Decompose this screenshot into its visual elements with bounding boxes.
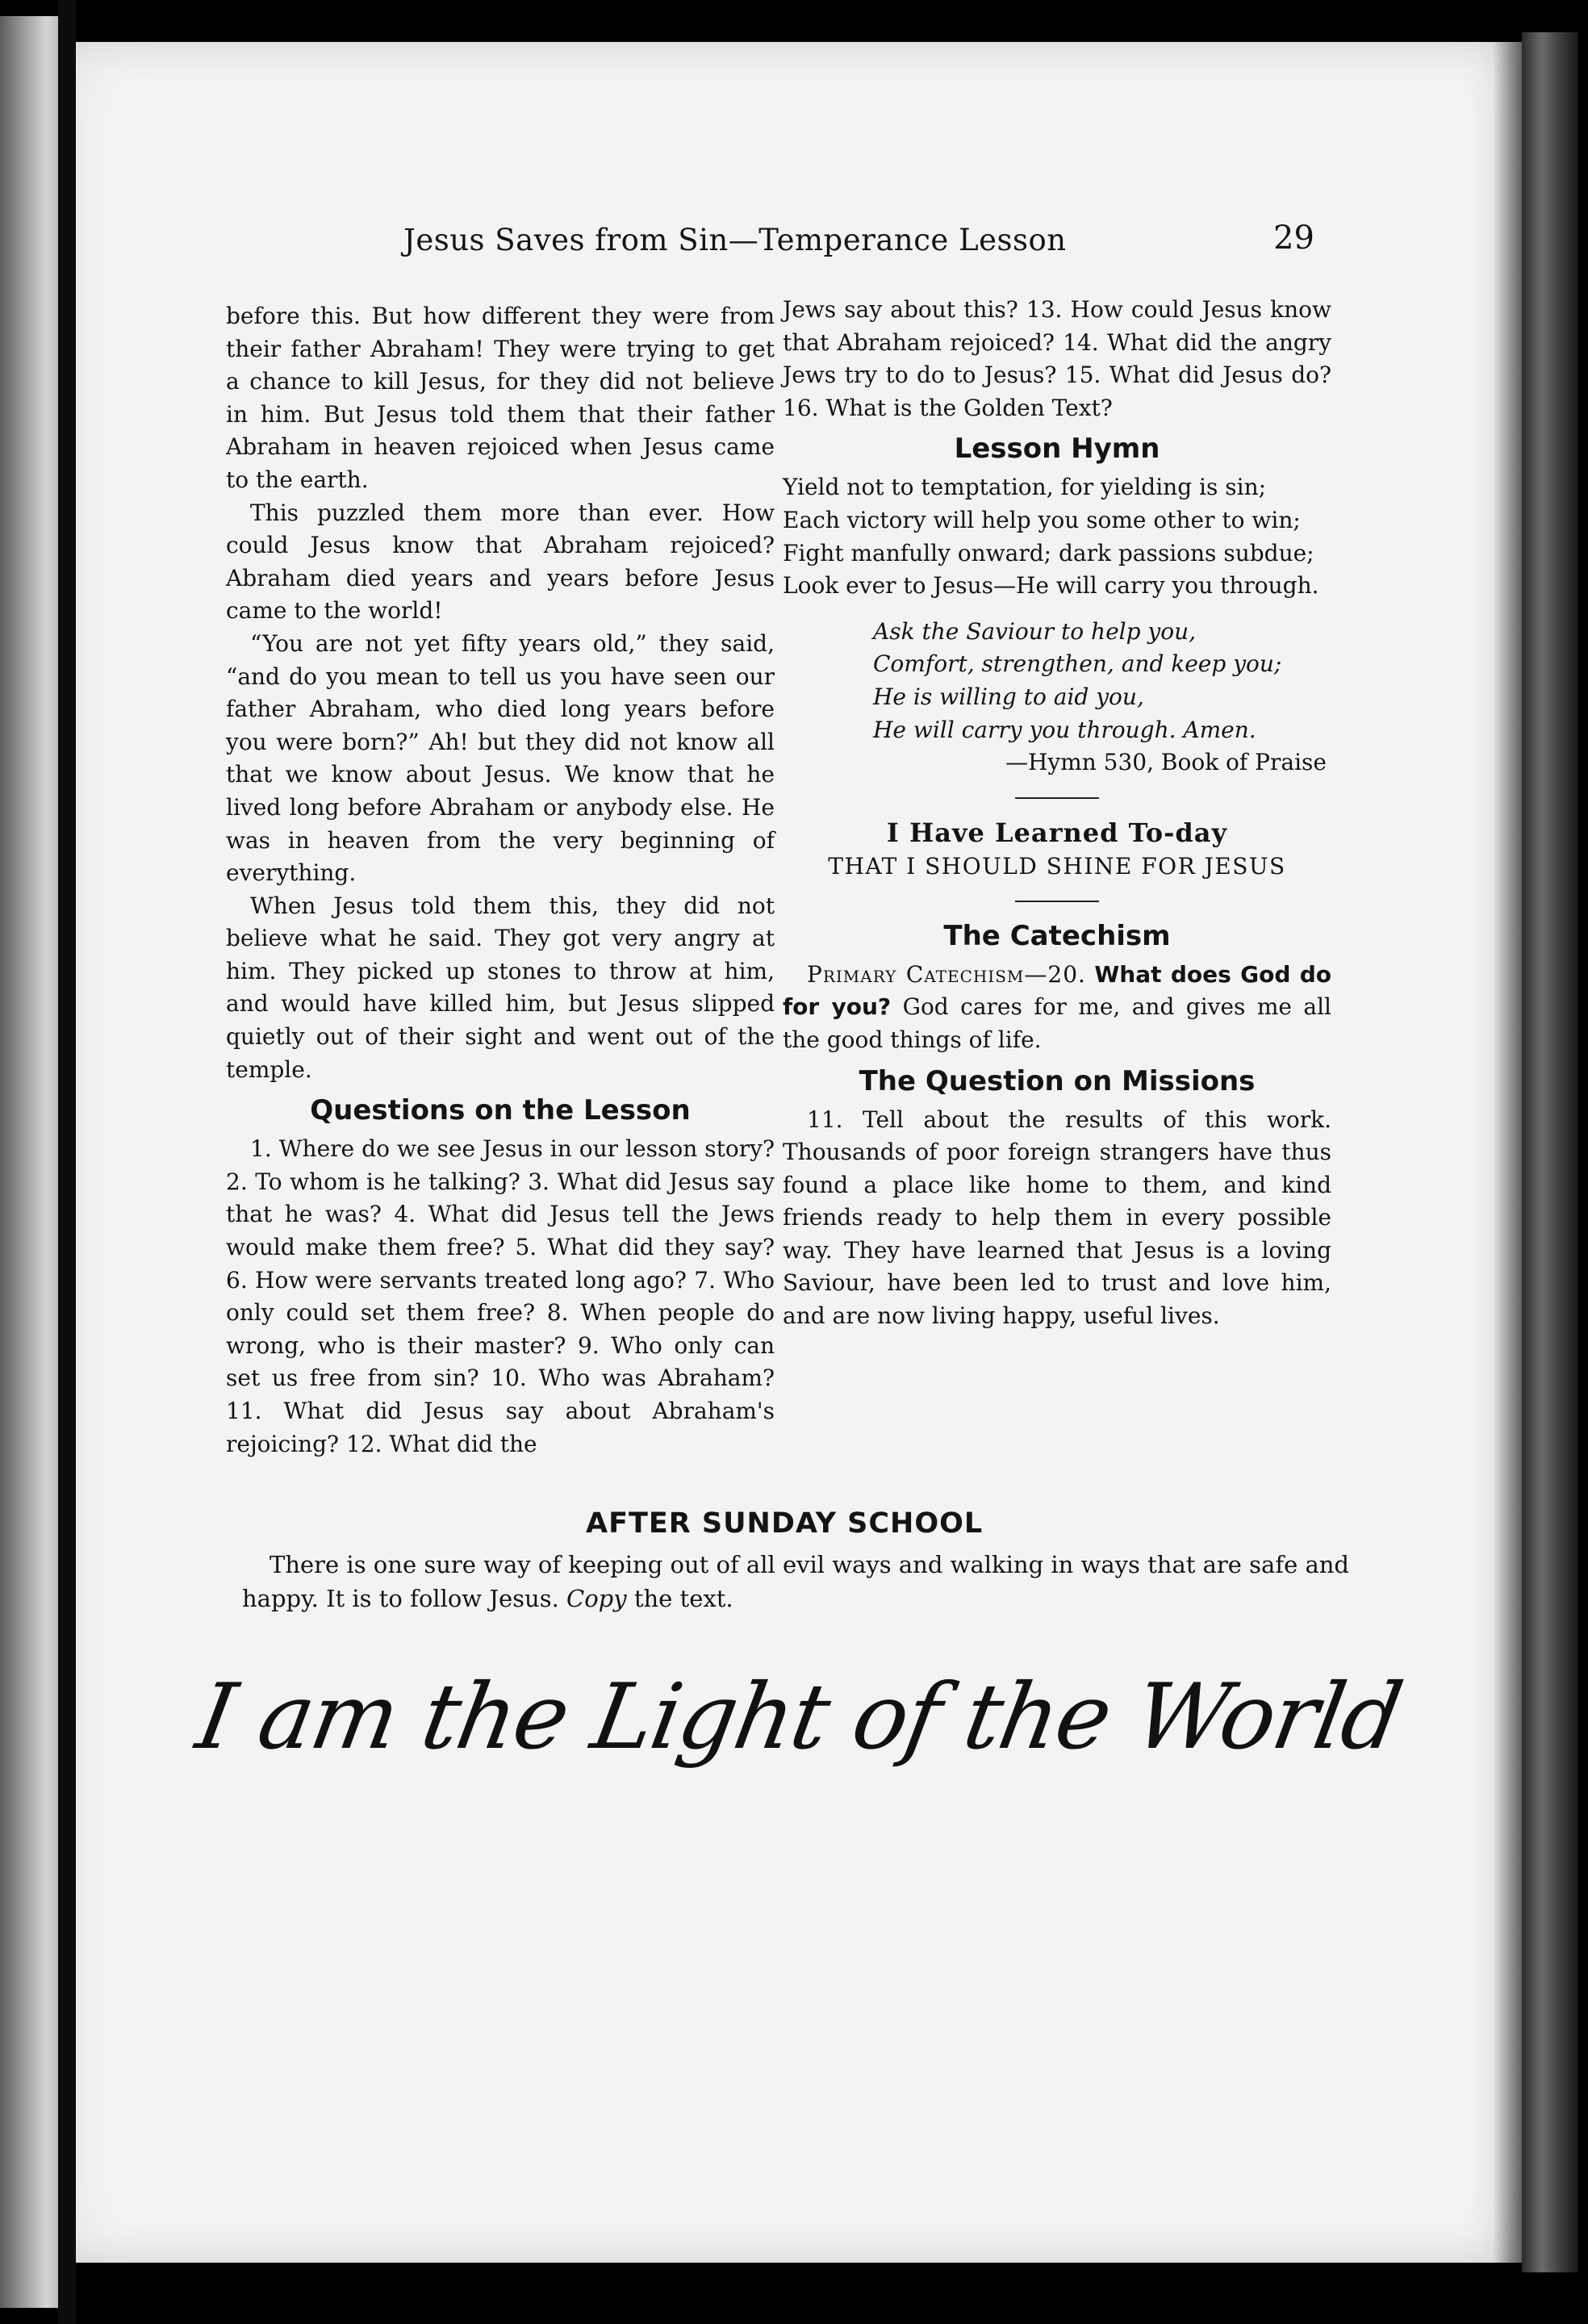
hymn-line: Each victory will help you some other to win;	[783, 506, 1301, 533]
catechism-entry	[783, 959, 1331, 1057]
refrain-line: Comfort, strengthen, and keep you;	[873, 650, 1282, 678]
page-number: 29	[1273, 219, 1314, 257]
catechism-answer: God cares for me, and gives me all the good things of life.	[783, 993, 1331, 1053]
script-motto	[0, 1645, 1588, 1810]
hymn-heading: Lesson Hymn	[954, 433, 1160, 466]
questions-text: 1. Where do we see Jesus in our lesson story? 2. To whom is he talking? 3. What did Jesus say that he was? 4. What did Jesus tell the Jews would make them free? 5. What did they say? 6. How were servants treated long ago? 7. Who only could set them free? 8. When people do wrong, who is their master? 9. Who only can set us free from sin? 10. Who was Abraham? 11. What did Jesus say about Abraham's rejoicing? 12. What did the	[226, 1135, 775, 1457]
section-divider	[1015, 797, 1099, 799]
hymn-line: Fight manfully onward; dark passions subdue;	[783, 539, 1314, 566]
learned-text: THAT I SHOULD SHINE FOR JESUS	[828, 852, 1286, 880]
section-divider	[1015, 901, 1099, 902]
motto-text: I am the Light of the World	[189, 1663, 1409, 1770]
refrain-line: He is willing to aid you,	[873, 683, 1144, 710]
page-edge-shadow	[1493, 42, 1522, 2263]
hymn-refrain	[873, 616, 1331, 746]
facing-page-edge	[0, 16, 58, 2308]
running-head: Jesus Saves from Sin—Temperance Lesson	[403, 223, 1067, 257]
left-column	[226, 300, 775, 1461]
learned-heading: I Have Learned To-day	[886, 817, 1228, 848]
hymn-credit: —Hymn 530, Book of Praise	[1005, 749, 1327, 776]
refrain-line: Ask the Saviour to help you,	[873, 617, 1197, 645]
after-school-heading: AFTER SUNDAY SCHOOL	[586, 1507, 984, 1540]
book-gutter	[58, 0, 76, 2324]
hymn-line: Look ever to Jesus—He will carry you through.	[783, 572, 1319, 600]
questions-continued: Jews say about this? 13. How could Jesus know that Abraham rejoiced? 14. What did the angry Jews try to do to Jesus? 15. What did Jesus do? 16. What is the Golden Text?	[783, 296, 1331, 421]
refrain-line: He will carry you through. Amen.	[873, 716, 1256, 743]
missions-text: 11. Tell about the results of this work. Thousands of poor foreign strangers have thus found a place like home to them, and kind friends ready to help them in every possible way. They have learned that Jesus is a loving Saviour, have been led to trust and love him, and are now living happy, useful lives.	[783, 1106, 1331, 1330]
book-cover-edge	[1522, 32, 1578, 2272]
right-column	[783, 294, 1331, 1333]
motto-lettering	[0, 1645, 1588, 1806]
questions-heading: Questions on the Lesson	[310, 1094, 691, 1127]
story-paragraph: before this. But how different they were from their father Abraham! They were trying to get a chance to kill Jesus, for they did not believe in him. But Jesus told them that their father Abraham in heaven rejoiced when Jesus came to the earth.	[226, 303, 775, 493]
after-school-sentence: There is one sure way of keeping out of all evil ways and walking in ways that are safe and happy. It is to follow Jesus.	[242, 1551, 1349, 1612]
catechism-question: What does God do for you?	[783, 960, 1331, 1021]
hymn-line: Yield not to temptation, for yielding is sin;	[783, 474, 1267, 501]
after-school-sentence-end: the text.	[633, 1585, 733, 1612]
catechism-heading: The Catechism	[943, 919, 1171, 952]
after-school-text	[242, 1548, 1349, 1616]
after-school-copy-word: Copy	[566, 1585, 627, 1612]
story-paragraph: When Jesus told them this, they did not believe what he said. They got very angry at him. They picked up stones to throw at him, and would have killed him, but Jesus slipped quietly out of their sight and went out of the temple.	[226, 892, 775, 1083]
catechism-label: Primary Catechism—20.	[807, 960, 1086, 988]
story-paragraph: “You are not yet fifty years old,” they said, “and do you mean to tell us you have seen our father Abraham, who died long years before you were born?” Ah! but they did not know all that we know about Jesus. We know that he lived long before Abraham or anybody else. He was in heaven from the very beginning of everything.	[226, 629, 775, 887]
story-paragraph: This puzzled them more than ever. How could Jesus know that Abraham rejoiced? Abraham died years and years before Jesus came to the world!	[226, 499, 775, 625]
missions-heading: The Question on Missions	[859, 1064, 1256, 1097]
